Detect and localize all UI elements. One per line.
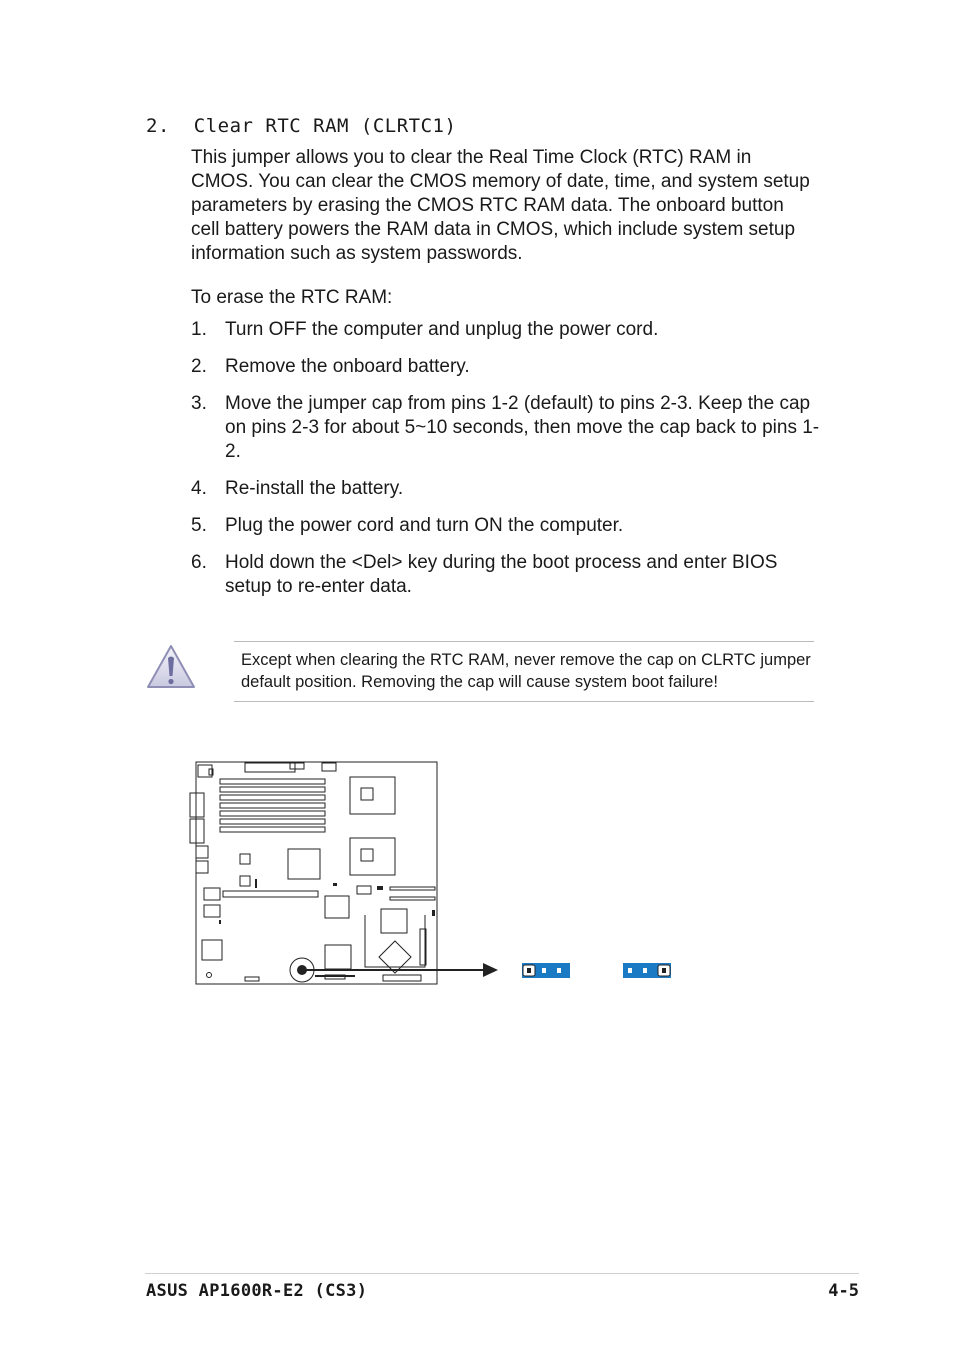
description-paragraph: This jumper allows you to clear the Real Time Clock (RTC) RAM in CMOS. You can clear the CMOS memory of date, time, and system setup parameters by erasing the CMOS RTC RAM data. The onboard button cell battery powers the RAM data in CMOS, which include system setup information such as system passwords.: [191, 147, 810, 264]
step-text: Turn OFF the computer and unplug the power cord.: [225, 319, 659, 340]
step-number: 4.: [191, 478, 207, 499]
step-text: Move the jumper cap from pins 1-2 (default) to pins 2-3. Keep the cap on pins 2-3 for about 5~10 seconds, then move the cap back to pins 1-2.: [225, 393, 820, 462]
footer-divider: [145, 1273, 859, 1274]
list-item: [191, 318, 821, 342]
section-number: 2.: [146, 115, 170, 137]
jumper-setting-2-3: [623, 963, 671, 978]
page-number: 4-5: [828, 1281, 859, 1301]
list-item: [191, 551, 821, 599]
step-text: Plug the power cord and turn ON the computer.: [225, 515, 624, 536]
jumper-setting-1-2: [522, 963, 570, 978]
step-text: Hold down the <Del> key during the boot process and enter BIOS setup to re-enter data.: [225, 552, 778, 597]
section-heading: [146, 115, 456, 137]
warning-icon: [145, 643, 197, 691]
list-item: [191, 392, 821, 464]
step-number: 2.: [191, 356, 207, 377]
list-item: [191, 355, 821, 379]
footer-product-name: ASUS AP1600R-E2 (CS3): [146, 1281, 368, 1301]
step-number: 1.: [191, 319, 207, 340]
step-number: 6.: [191, 552, 207, 573]
step-number: 5.: [191, 515, 207, 536]
motherboard-diagram: [185, 755, 685, 995]
step-text: Remove the onboard battery.: [225, 356, 470, 377]
steps-list: [191, 318, 821, 612]
list-item: [191, 514, 821, 538]
step-number: 3.: [191, 393, 207, 414]
section-title: Clear RTC RAM (CLRTC1): [193, 115, 457, 137]
list-item: [191, 477, 821, 501]
erase-intro: To erase the RTC RAM:: [191, 287, 393, 308]
caution-text: Except when clearing the RTC RAM, never remove the cap on CLRTC jumper default position. Removing the cap will cause system boot failure!: [241, 651, 811, 691]
step-text: Re-install the battery.: [225, 478, 404, 499]
